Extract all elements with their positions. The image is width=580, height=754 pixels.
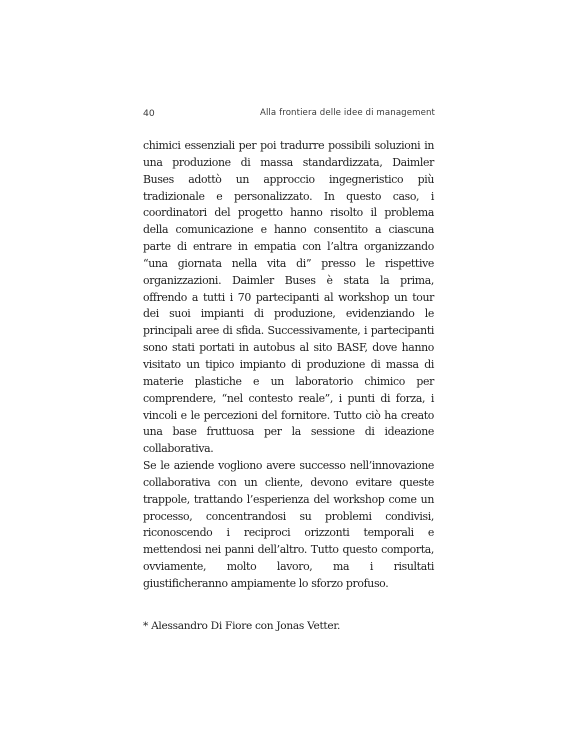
running-title: Alla frontiera delle idee di management (259, 108, 435, 118)
paragraph-1: chimici essenziali per poi tradurre possibili soluzioni in una produzione di massa standardizzata, Daimler Buses adottò un approccio ingegneristico più tradizionale e personalizzato. In questo caso, i coordinatori del progetto hanno risolto il problema della comunicazione e hanno consentito a ciascuna parte di entrare in empatia con l’altra organizzando “una giornata nella vita di” presso le rispettive organizzazioni. Daimler Buses è stata la prima, offrendo a tutti i 70 partecipanti al workshop un tour dei suoi impianti di produzione, evidenziando le principali aree di sfida. Successivamente, i partecipanti sono stati portati in autobus al sito BASF, dove hanno visitato un tipico impianto di produzione di massa di materie plastiche e un laboratorio chimico per comprendere, “nel contesto reale”, i punti di forza, i vincoli e le percezioni del fornitore. Tutto ciò ha creato una base fruttuosa per la sessione di ideazione collaborativa. (143, 139, 434, 456)
paragraph-2: Se le aziende vogliono avere successo nell’innovazione collaborativa con un cliente, devono evitare queste trappole, trattando l’esperienza del workshop come un processo, concentrandosi su problemi condivisi, riconoscendo i reciproci orizzonti temporali e mettendosi nei panni dell’altro. Tutto questo comporta, ovviamente, molto lavoro, ma i risultati giustificheranno ampiamente lo sforzo profuso. (143, 459, 434, 590)
page-number: 40 (143, 108, 155, 119)
body-text (143, 138, 434, 593)
footnote: * Alessandro Di Fiore con Jonas Vetter. (143, 620, 341, 632)
page-header (143, 108, 435, 122)
